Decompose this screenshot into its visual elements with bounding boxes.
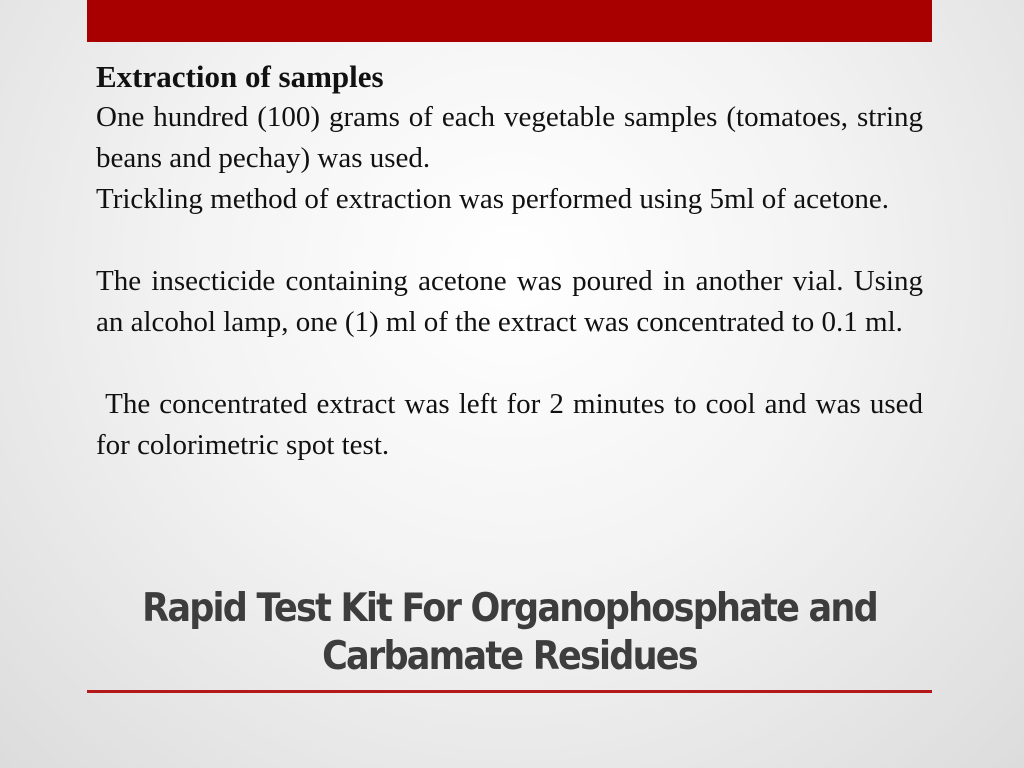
paragraph-gap — [96, 343, 923, 384]
top-accent-bar — [87, 0, 932, 42]
paragraph-cooling: The concentrated extract was left for 2 minutes to cool and was used for colorimetric spot test. — [96, 388, 931, 461]
title-underline-rule — [87, 690, 932, 693]
slide-body — [96, 56, 931, 466]
slide-title-line-1: Rapid Test Kit For Organophosphate and — [142, 586, 877, 631]
paragraph-sample-amount: One hundred (100) grams of each vegetable samples (tomatoes, string beans and pechay) was used. — [96, 101, 923, 174]
paragraph-extraction-method: Trickling method of extraction was performed using 5ml of acetone. — [96, 183, 890, 215]
slide-title — [129, 585, 890, 681]
paragraph-gap — [96, 220, 923, 261]
paragraph-concentration: The insecticide containing acetone was poured in another vial. Using an alcohol lamp, one (1) ml of the extract was concentrated to 0.1 ml. — [96, 265, 923, 338]
section-heading: Extraction of samples — [96, 59, 384, 94]
slide-title-line-2: Carbamate Residues — [322, 634, 697, 679]
